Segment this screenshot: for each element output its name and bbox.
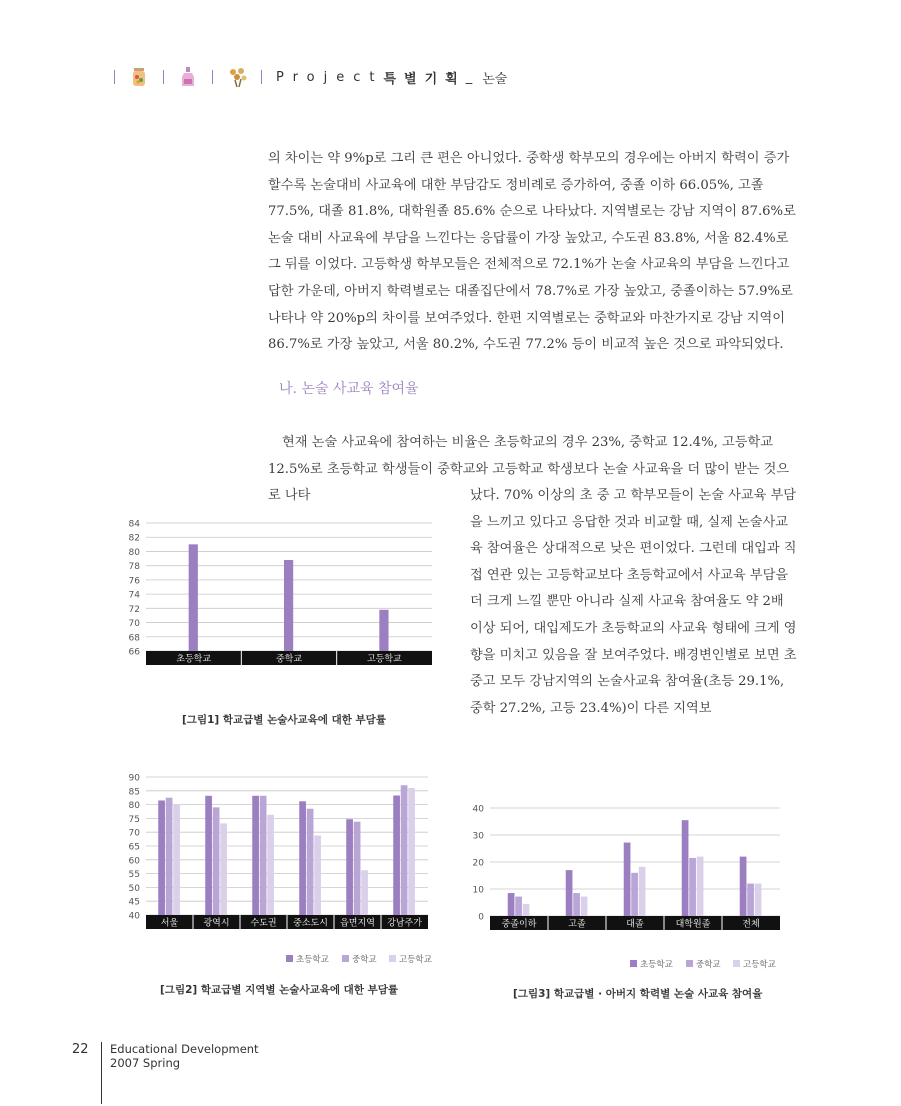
data-bar (314, 836, 321, 915)
y-tick-label: 84 (128, 519, 140, 530)
header-project: Project (276, 69, 384, 85)
y-tick-label: 85 (128, 787, 140, 798)
legend-swatch (286, 955, 293, 962)
data-bar (379, 610, 388, 651)
footer-journal-title: Educational Development (110, 1042, 259, 1056)
data-bar (260, 796, 267, 915)
y-tick-label: 74 (128, 590, 140, 601)
bottle-icon (178, 66, 198, 88)
legend-label: 고등학교 (399, 955, 432, 965)
legend-swatch (342, 955, 349, 962)
data-bar (566, 870, 573, 916)
x-tick-label: 중졸이하 (501, 919, 537, 930)
x-tick-label: 광역시 (203, 918, 230, 929)
y-tick-label: 65 (128, 842, 140, 853)
data-bar (697, 857, 704, 916)
flowers-icon (227, 66, 247, 88)
x-tick-label: 읍면지역 (340, 918, 375, 929)
y-tick-label: 0 (478, 912, 484, 923)
jar-icon (129, 66, 149, 88)
y-tick-label: 55 (128, 870, 140, 881)
paragraph-2: 현재 논술 사교육에 참여하는 비율은 초등학교의 경우 23%, 중학교 12.4%, 고등학교 12.5%로 초등학교 학생들이 중학교와 고등학교 학생보다 논술 사교육을 더 많이 받는 것으로 나타 (268, 435, 790, 504)
x-tick-label: 수도권 (250, 918, 277, 929)
legend-label: 중학교 (352, 955, 377, 965)
figure-2-caption: [그림2] 학교급별 지역별 논술사교육에 대한 부담률 (160, 984, 399, 996)
data-bar (581, 897, 588, 916)
data-bar (639, 867, 646, 916)
y-tick-label: 20 (472, 858, 484, 869)
running-header (100, 64, 507, 90)
y-tick-label: 66 (128, 647, 140, 658)
legend-label: 초등학교 (640, 960, 673, 970)
data-bar (361, 870, 368, 915)
data-bar (252, 796, 259, 915)
y-tick-label: 68 (128, 633, 140, 644)
paragraph-1: 의 차이는 약 9%p로 그리 큰 편은 아니었다. 중학생 학부모의 경우에는 아버지 학력이 증가할수록 논술대비 사교육에 대한 부담감도 정비례로 증가하여, 중졸 이하 66.05%, 고졸 77.5%, 대졸 81.8%, 대학원졸 85.6% 순으로 나타났다. 지역별로는 강남 지역이 87.6%로 논술 대비 사교육에 부담을 느낀다는 응답률이 가장 높았고, 수도권 83.8%, 서울 82.4%로 그 뒤를 이었다. 고등학생 학부모들은 전체적으로 72.1%가 논술 사교육의 부담을 느낀다고 답한 가운데, 아버지 학력별로는 대졸집단에서 78.7%로 가장 높았고, 중졸이하는 57.9%로 나타나 약 20%p의 차이를 보여주었다. 한편 지역별로는 중학교와 마찬가지로 강남 지역이 86.7%로 가장 높았고, 서울 80.2%, 수도권 77.2% 등이 비교적 높은 것으로 파악되었다. (268, 151, 796, 353)
data-bar (740, 857, 747, 916)
y-tick-label: 75 (128, 814, 140, 825)
data-bar (682, 820, 689, 916)
data-bar (689, 858, 696, 916)
x-tick-label: 대학원졸 (675, 919, 711, 930)
data-bar (401, 785, 408, 915)
y-tick-label: 40 (128, 911, 140, 922)
data-bar (213, 807, 220, 915)
data-bar (624, 843, 631, 916)
x-tick-label: 서울 (160, 918, 179, 929)
paragraph-3: 났다. 70% 이상의 초 중 고 학부모들이 논술 사교육 부담을 느끼고 있다고 응답한 것과 비교할 때, 실제 논술사교육 참여율은 상대적으로 낮은 편이었다. 그런데 대입과 직접 연관 있는 고등학교보다 초등학교에서 사교육 부담을 더 크게 느낄 뿐만 아니라 실제 사교육 참여율도 약 2배 이상 되어, 대입제도가 초등학교의 사교육 형태에 크게 영향을 미치고 있음을 잘 보여주었다. 배경변인별로 보면 초중고 모두 강남지역의 논술사교육 참여율(초등 29.1%, 중학 27.2%, 고등 23.4%)이 다른 지역보 (470, 488, 797, 716)
y-tick-label: 76 (128, 576, 140, 587)
x-tick-label: 고졸 (568, 919, 586, 930)
data-bar (189, 544, 198, 651)
y-tick-label: 70 (128, 828, 140, 839)
y-tick-label: 90 (128, 773, 140, 784)
data-bar (631, 873, 638, 916)
y-tick-label: 78 (128, 562, 140, 573)
legend-swatch (630, 960, 637, 967)
data-bar (508, 893, 515, 916)
section-heading: 나. 논술 사교육 참여율 (279, 381, 419, 397)
data-bar (158, 800, 165, 915)
y-tick-label: 45 (128, 897, 140, 908)
figure-1-caption: [그림1] 학교급별 논술사교육에 대한 부담률 (182, 714, 386, 726)
y-tick-label: 82 (128, 533, 140, 544)
data-bar (307, 809, 314, 915)
header-divider (261, 70, 262, 84)
data-bar (747, 884, 754, 916)
y-tick-label: 50 (128, 883, 140, 894)
data-bar (299, 801, 306, 915)
x-tick-label: 강남주가 (387, 918, 422, 929)
y-tick-label: 70 (128, 619, 140, 630)
x-tick-label: 전체 (742, 919, 760, 930)
legend-swatch (686, 960, 693, 967)
y-tick-label: 72 (128, 604, 140, 615)
figure-2-chart (110, 768, 440, 968)
data-bar (515, 897, 522, 916)
data-bar (393, 795, 400, 915)
data-bar (173, 804, 180, 915)
legend-swatch (733, 960, 740, 967)
data-bar (523, 904, 530, 916)
legend-swatch (389, 955, 396, 962)
x-tick-label: 초등학교 (176, 654, 212, 665)
data-bar (166, 798, 173, 915)
data-bar (354, 822, 361, 915)
x-tick-label: 중소도시 (293, 918, 328, 929)
data-bar (267, 815, 274, 915)
header-divider (114, 70, 115, 84)
data-bar (573, 893, 580, 916)
y-tick-label: 30 (472, 831, 484, 842)
data-bar (205, 796, 212, 915)
data-bar (284, 560, 293, 651)
figure-3-chart (470, 795, 815, 975)
data-bar (220, 823, 227, 915)
data-bar (346, 819, 353, 915)
footer-journal (110, 1042, 259, 1070)
header-divider (212, 70, 213, 84)
x-tick-label: 중학교 (275, 654, 303, 665)
legend-label: 고등학교 (743, 960, 776, 970)
header-sep: _ (465, 69, 473, 85)
x-tick-label: 대졸 (626, 919, 644, 930)
figure-1-chart (110, 512, 440, 672)
x-tick-label: 고등학교 (366, 654, 402, 665)
header-divider (163, 70, 164, 84)
y-tick-label: 60 (128, 856, 140, 867)
y-tick-label: 10 (472, 885, 484, 896)
y-tick-label: 40 (472, 804, 484, 815)
header-special: 특별기획 (383, 71, 466, 87)
figure-3-caption: [그림3] 학교급별 · 아버지 학력별 논술 사교육 참여율 (513, 988, 763, 1000)
data-bar (755, 884, 762, 916)
y-tick-label: 80 (128, 801, 140, 812)
header-topic: 논술 (482, 71, 508, 87)
legend-label: 중학교 (696, 960, 721, 970)
page-number: 22 (72, 1042, 89, 1057)
footer-journal-issue: 2007 Spring (110, 1056, 181, 1070)
footer-divider (101, 1042, 102, 1104)
legend-label: 초등학교 (296, 955, 329, 965)
y-tick-label: 80 (128, 547, 140, 558)
data-bar (408, 788, 415, 915)
